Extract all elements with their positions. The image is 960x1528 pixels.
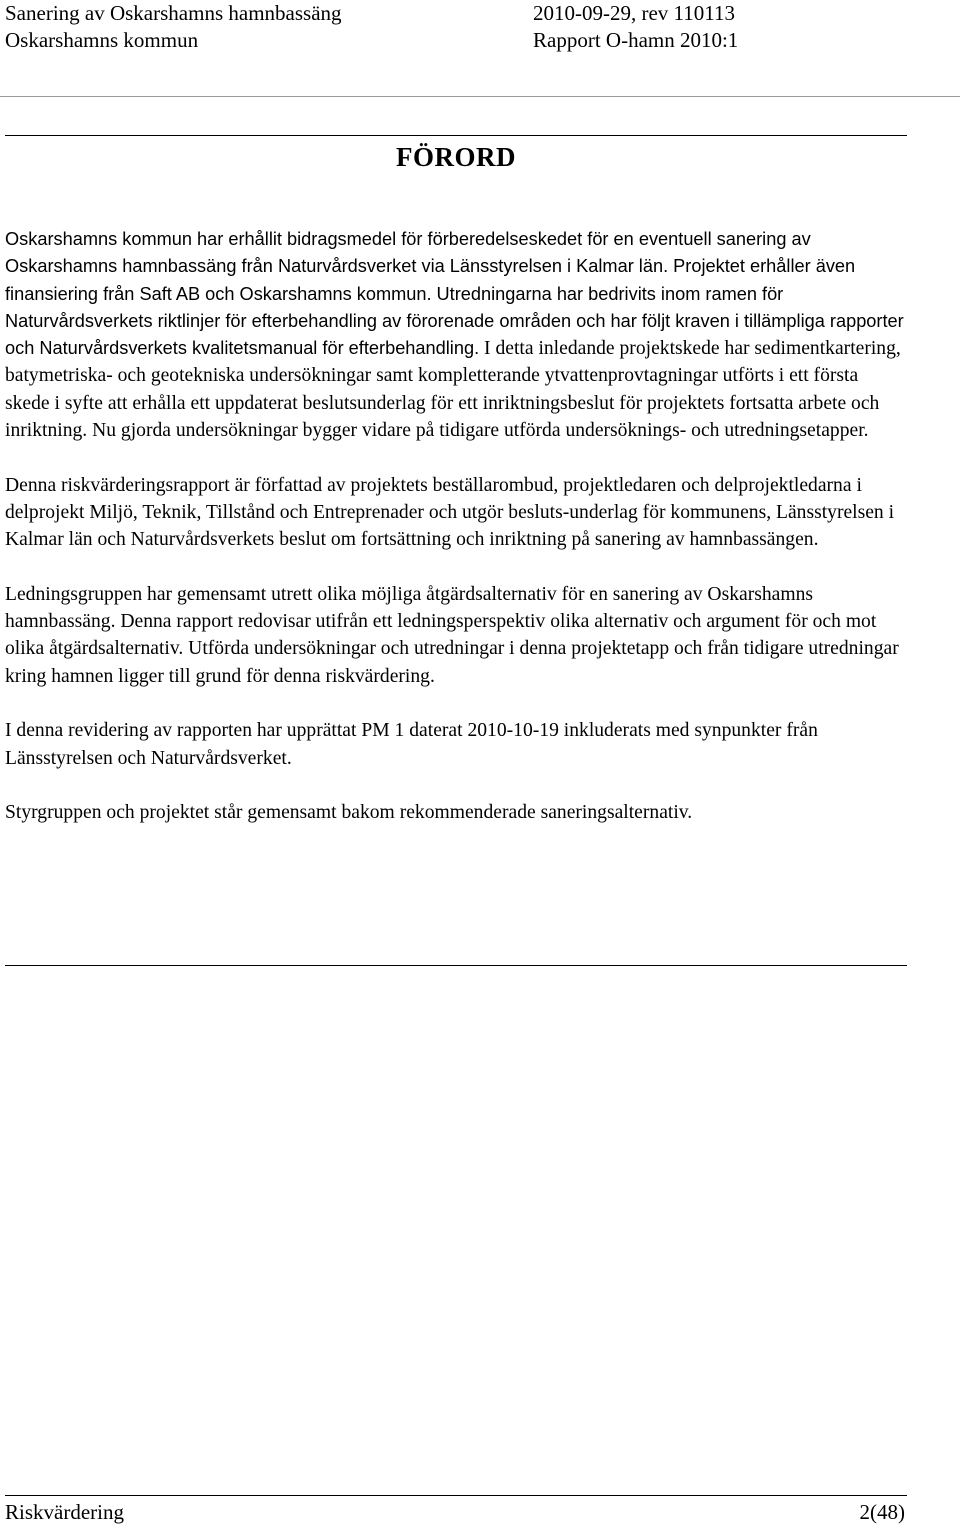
header-report-number: Rapport O-hamn 2010:1 — [533, 28, 739, 52]
footer-divider — [5, 1495, 907, 1496]
preface-body — [5, 226, 905, 854]
preface-top-rule — [5, 135, 907, 136]
header-document-title: Sanering av Oskarshamns hamnbassäng — [5, 1, 342, 25]
page-header — [5, 0, 955, 54]
footer-section-name: Riskvärdering — [5, 1500, 124, 1524]
paragraph-steering-group: Styrgruppen och projektet står gemensamt bakom rekommenderade saneringsalternativ. — [5, 802, 693, 824]
header-row-1 — [5, 0, 955, 27]
header-divider — [0, 96, 960, 97]
paragraph-authorship: Denna riskvärderingsrapport är författad av projektets beställarombud, projektledaren och delprojektledarna i delprojekt Miljö, Teknik, Tillstånd och Entreprenader och utgör besluts-underlag för kommunens, Länsstyrelsen i Kalmar län och Naturvårdsverkets beslut om fortsättning och inriktning på sanering av hamnbassängen. — [5, 474, 895, 551]
preface-bottom-rule — [5, 965, 907, 966]
paragraph-funding — [5, 226, 905, 444]
header-date-revision: 2010-09-29, rev 110113 — [533, 1, 735, 25]
header-row-2 — [5, 27, 955, 54]
header-organization: Oskarshamns kommun — [5, 28, 199, 52]
paragraph-funding-sentence-1: Oskarshamns kommun har erhållit bidragsmedel för förberedelseskedet för en eventuell sanering av Oskarshamns hamnbassäng från Naturvårdsverket via Länsstyrelsen i Kalmar län. Projektet erhåller även finansiering från Saft AB och Oskarshamns kommun. — [5, 229, 856, 304]
page-title: FÖRORD — [396, 142, 516, 172]
paragraph-funding-sentence-3: I detta inledande projektskede har sedimentkartering, batymetriska- och geotekniska undersökningar samt kompletterande ytvattenprovtagningar utförts i ett första skede i syfte att erhålla ett uppdaterat beslutsunderlag för ett inriktningsbeslut för projektets fortsatta arbete och inriktning. Nu gjorda undersökningar bygger vidare på tidigare utförda undersöknings- och utredningsetapper. — [5, 338, 901, 442]
footer-page-number: 2(48) — [859, 1500, 905, 1524]
paragraph-revision: I denna revidering av rapporten har upprättat PM 1 daterat 2010-10-19 inkluderats med synpunkter från Länsstyrelsen och Naturvårdsverket. — [5, 720, 818, 769]
paragraph-management-group: Ledningsgruppen har gemensamt utrett olika möjliga åtgärdsalternativ för en sanering av Oskarshamns hamnbassäng. Denna rapport redovisar utifrån ett ledningsperspektiv olika alternativ och argument för och mot olika åtgärdsalternativ. Utförda undersökningar och utredningar i denna projektetapp och från tidigare utredningar kring hamnen ligger till grund för denna riskvärdering. — [5, 583, 899, 687]
paragraph-funding-sentence-2: Utredningarna har bedrivits inom ramen för Naturvårdsverkets riktlinjer för efterbehandling av förorenade områden och har följt kraven i tillämpliga rapporter och Naturvårdsverkets kvalitetsmanual för efterbehandling. — [5, 283, 904, 359]
